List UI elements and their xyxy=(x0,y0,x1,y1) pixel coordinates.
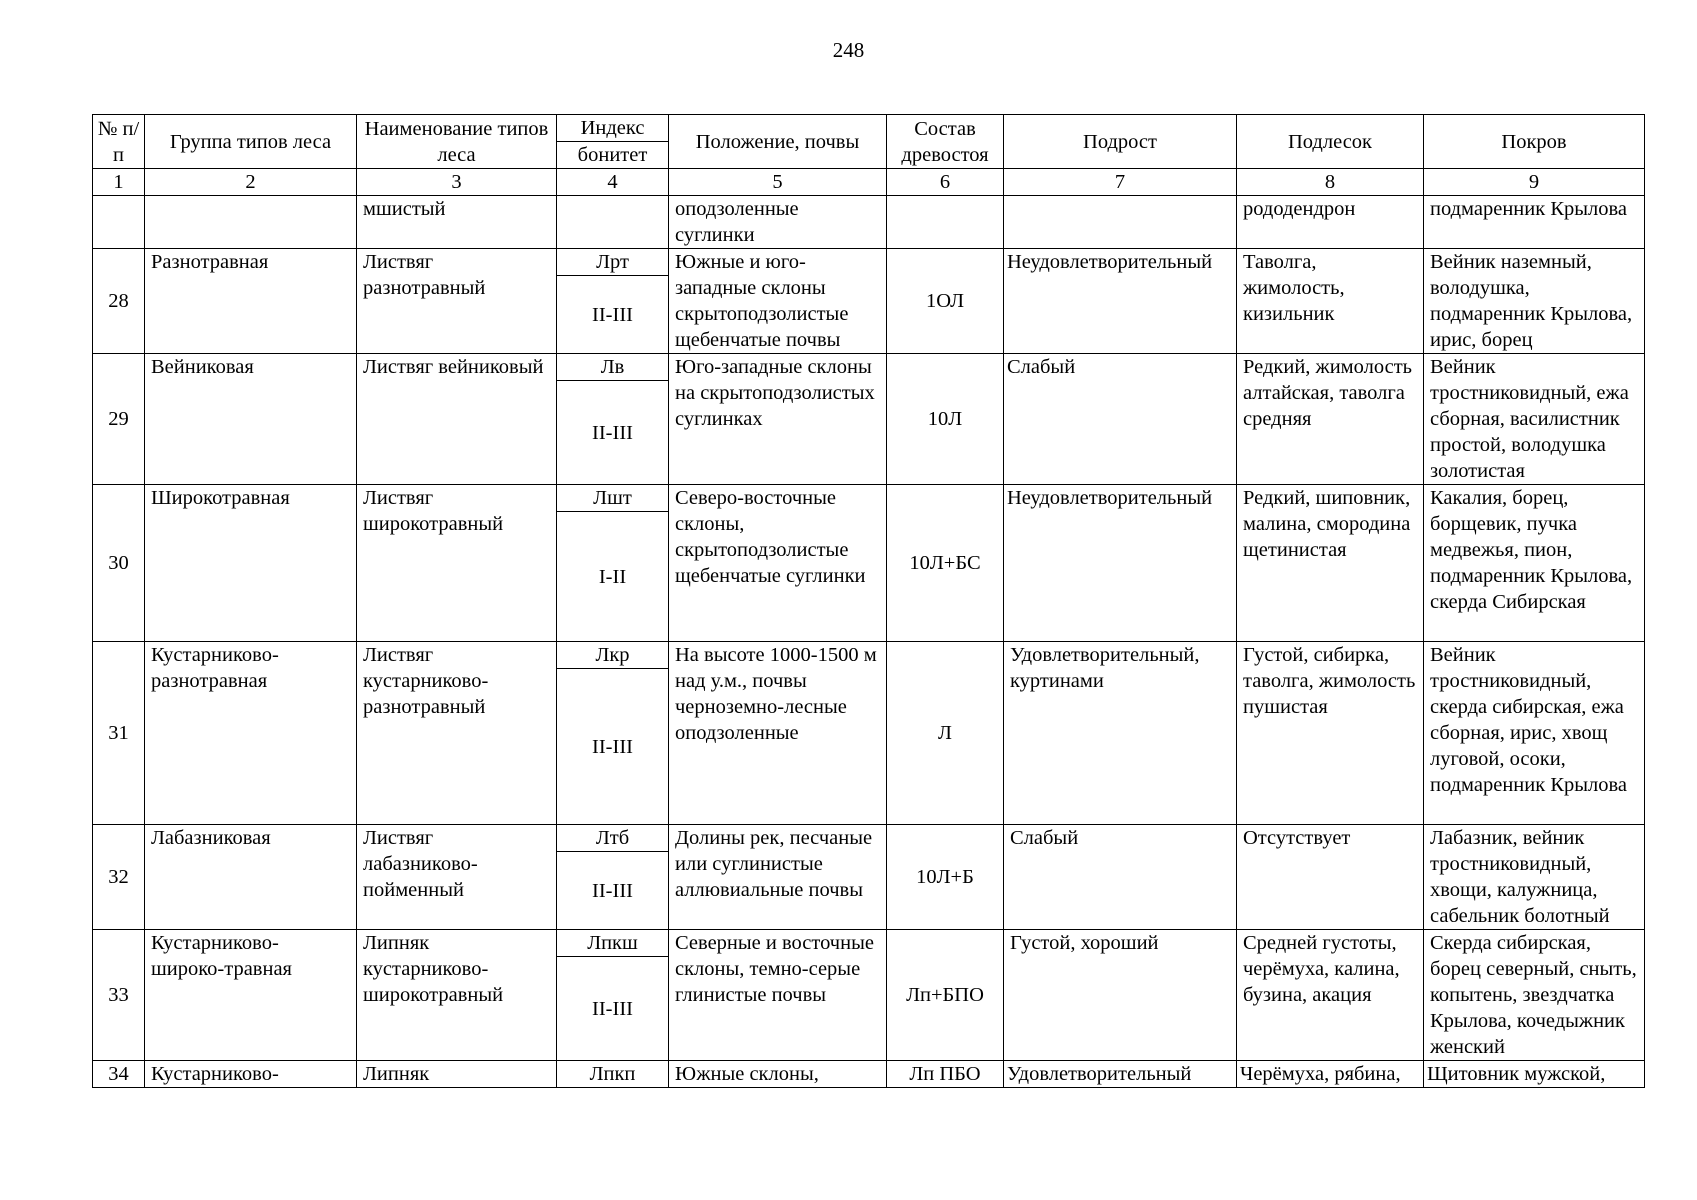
row-group: Лабазниковая xyxy=(145,825,357,930)
header-group: Группа типов леса xyxy=(145,115,357,169)
row-num: 29 xyxy=(93,354,145,485)
table-row xyxy=(93,825,1645,852)
row-cover: Какалия, борец, борщевик, пучка медвежья, пион, подмаренник Крылова, скерда Сибирская xyxy=(1424,485,1645,642)
column-number: 1 xyxy=(93,169,145,196)
row-undergrowth: Неудовлетворительный xyxy=(1004,249,1237,354)
row-undergrowth: Удовлетворительный, куртинами xyxy=(1004,642,1237,825)
row-group: Кустарниково- xyxy=(145,1061,357,1088)
row-composition: Лп+БПО xyxy=(887,930,1004,1061)
row-position: Северные и восточные склоны, темно-серые глинистые почвы xyxy=(669,930,887,1061)
row-underbrush: Средней густоты, черёмуха, калина, бузина, акация xyxy=(1237,930,1424,1061)
row-group: Разнотравная xyxy=(145,249,357,354)
row-bonitet: II-III xyxy=(557,852,669,930)
row-underbrush: Отсутствует xyxy=(1237,825,1424,930)
header-position: Положение, почвы xyxy=(669,115,887,169)
row-num: 32 xyxy=(93,825,145,930)
row-position: Южные склоны, xyxy=(669,1061,887,1088)
row-name: Листвяг разнотравный xyxy=(357,249,557,354)
row-index xyxy=(557,196,669,249)
row-num: 34 xyxy=(93,1061,145,1088)
row-group: Кустарниково-разнотравная xyxy=(145,642,357,825)
row-underbrush: рододендрон xyxy=(1237,196,1424,249)
row-group: Широкотравная xyxy=(145,485,357,642)
continuation-row xyxy=(93,196,1645,249)
row-cover: Вейник наземный, володушка, подмаренник Крылова, ирис, борец xyxy=(1424,249,1645,354)
row-position: На высоте 1000-1500 м над у.м., почвы черноземно-лесные оподзоленные xyxy=(669,642,887,825)
table-row xyxy=(93,642,1645,669)
row-composition: Л xyxy=(887,642,1004,825)
row-undergrowth: Слабый xyxy=(1004,825,1237,930)
header-name: Наименование типов леса xyxy=(357,115,557,169)
row-bonitet: II-III xyxy=(557,957,669,1061)
column-number-row xyxy=(93,169,1645,196)
row-underbrush: Густой, сибирка, таволга, жимолость пушистая xyxy=(1237,642,1424,825)
row-cover: Скерда сибирская, борец северный, сныть, копытень, звездчатка Крылова, кочедыжник женский xyxy=(1424,930,1645,1061)
row-name: Листвяг широкотравный xyxy=(357,485,557,642)
column-number: 9 xyxy=(1424,169,1645,196)
header-index: Индекс xyxy=(557,115,669,142)
column-number: 6 xyxy=(887,169,1004,196)
row-num: 33 xyxy=(93,930,145,1061)
row-num: 31 xyxy=(93,642,145,825)
row-group: Кустарниково-широко-травная xyxy=(145,930,357,1061)
row-index: Лрт xyxy=(557,249,669,276)
header-underbrush: Подлесок xyxy=(1237,115,1424,169)
row-undergrowth: Слабый xyxy=(1004,354,1237,485)
row-position: Юго-западные склоны на скрытоподзолистых суглинках xyxy=(669,354,887,485)
row-composition xyxy=(887,196,1004,249)
row-underbrush: Черёмуха, рябина, xyxy=(1237,1061,1424,1088)
row-num: 30 xyxy=(93,485,145,642)
row-composition: 10Л+БС xyxy=(887,485,1004,642)
row-position: Долины рек, песчаные или суглинистые аллювиальные почвы xyxy=(669,825,887,930)
header-bonitet: бонитет xyxy=(557,142,669,169)
row-num: 28 xyxy=(93,249,145,354)
row-composition: Лп ПБО xyxy=(887,1061,1004,1088)
row-name: Листвяг вейниковый xyxy=(357,354,557,485)
row-group xyxy=(145,196,357,249)
forest-types-table xyxy=(92,114,1645,1088)
header-num: № п/п xyxy=(93,115,145,169)
row-underbrush: Редкий, жимолость алтайская, таволга средняя xyxy=(1237,354,1424,485)
row-cover: Вейник тростниковидный, скерда сибирская, ежа сборная, ирис, хвощ луговой, осоки, подмаренник Крылова xyxy=(1424,642,1645,825)
row-name: мшистый xyxy=(357,196,557,249)
row-name: Липняк xyxy=(357,1061,557,1088)
row-position: Южные и юго-западные склоны скрытоподзолистые щебенчатые почвы xyxy=(669,249,887,354)
row-bonitet: II-III xyxy=(557,669,669,825)
row-name: Липняк кустарниково-широкотравный xyxy=(357,930,557,1061)
row-num xyxy=(93,196,145,249)
header-undergrowth: Подрост xyxy=(1004,115,1237,169)
header-cover: Покров xyxy=(1424,115,1645,169)
row-underbrush: Редкий, шиповник, малина, смородина щетинистая xyxy=(1237,485,1424,642)
row-index: Лпкп xyxy=(557,1061,669,1088)
row-cover: подмаренник Крылова xyxy=(1424,196,1645,249)
column-number: 8 xyxy=(1237,169,1424,196)
table-row xyxy=(93,1061,1645,1088)
table-row xyxy=(93,930,1645,957)
row-group: Вейниковая xyxy=(145,354,357,485)
row-name: Листвяг лабазниково-пойменный xyxy=(357,825,557,930)
row-index: Лшт xyxy=(557,485,669,512)
table-row xyxy=(93,485,1645,512)
column-number: 7 xyxy=(1004,169,1237,196)
row-index: Лтб xyxy=(557,825,669,852)
row-composition: 1ОЛ xyxy=(887,249,1004,354)
row-index: Лкр xyxy=(557,642,669,669)
row-undergrowth: Неудовлетворительный xyxy=(1004,485,1237,642)
column-number: 3 xyxy=(357,169,557,196)
row-undergrowth: Густой, хороший xyxy=(1004,930,1237,1061)
row-cover: Лабазник, вейник тростниковидный, хвощи, калужница, сабельник болотный xyxy=(1424,825,1645,930)
row-cover: Вейник тростниковидный, ежа сборная, василистник простой, володушка золотистая xyxy=(1424,354,1645,485)
row-undergrowth: Удовлетворительный xyxy=(1004,1061,1237,1088)
row-underbrush: Таволга, жимолость, кизильник xyxy=(1237,249,1424,354)
header-composition: Состав древостоя xyxy=(887,115,1004,169)
row-composition: 10Л xyxy=(887,354,1004,485)
row-bonitet: II-III xyxy=(557,276,669,354)
row-name: Листвяг кустарниково-разнотравный xyxy=(357,642,557,825)
row-cover: Щитовник мужской, xyxy=(1424,1061,1645,1088)
table-row xyxy=(93,354,1645,381)
column-number: 2 xyxy=(145,169,357,196)
row-index: Лв xyxy=(557,354,669,381)
column-number: 4 xyxy=(557,169,669,196)
row-position: Северо-восточные склоны, скрытоподзолистые щебенчатые суглинки xyxy=(669,485,887,642)
row-position: оподзоленные суглинки xyxy=(669,196,887,249)
row-bonitet: I-II xyxy=(557,512,669,642)
page-number: 248 xyxy=(832,38,865,62)
row-bonitet: II-III xyxy=(557,381,669,485)
row-composition: 10Л+Б xyxy=(887,825,1004,930)
table-row xyxy=(93,249,1645,276)
column-number: 5 xyxy=(669,169,887,196)
row-undergrowth xyxy=(1004,196,1237,249)
row-index: Лпкш xyxy=(557,930,669,957)
